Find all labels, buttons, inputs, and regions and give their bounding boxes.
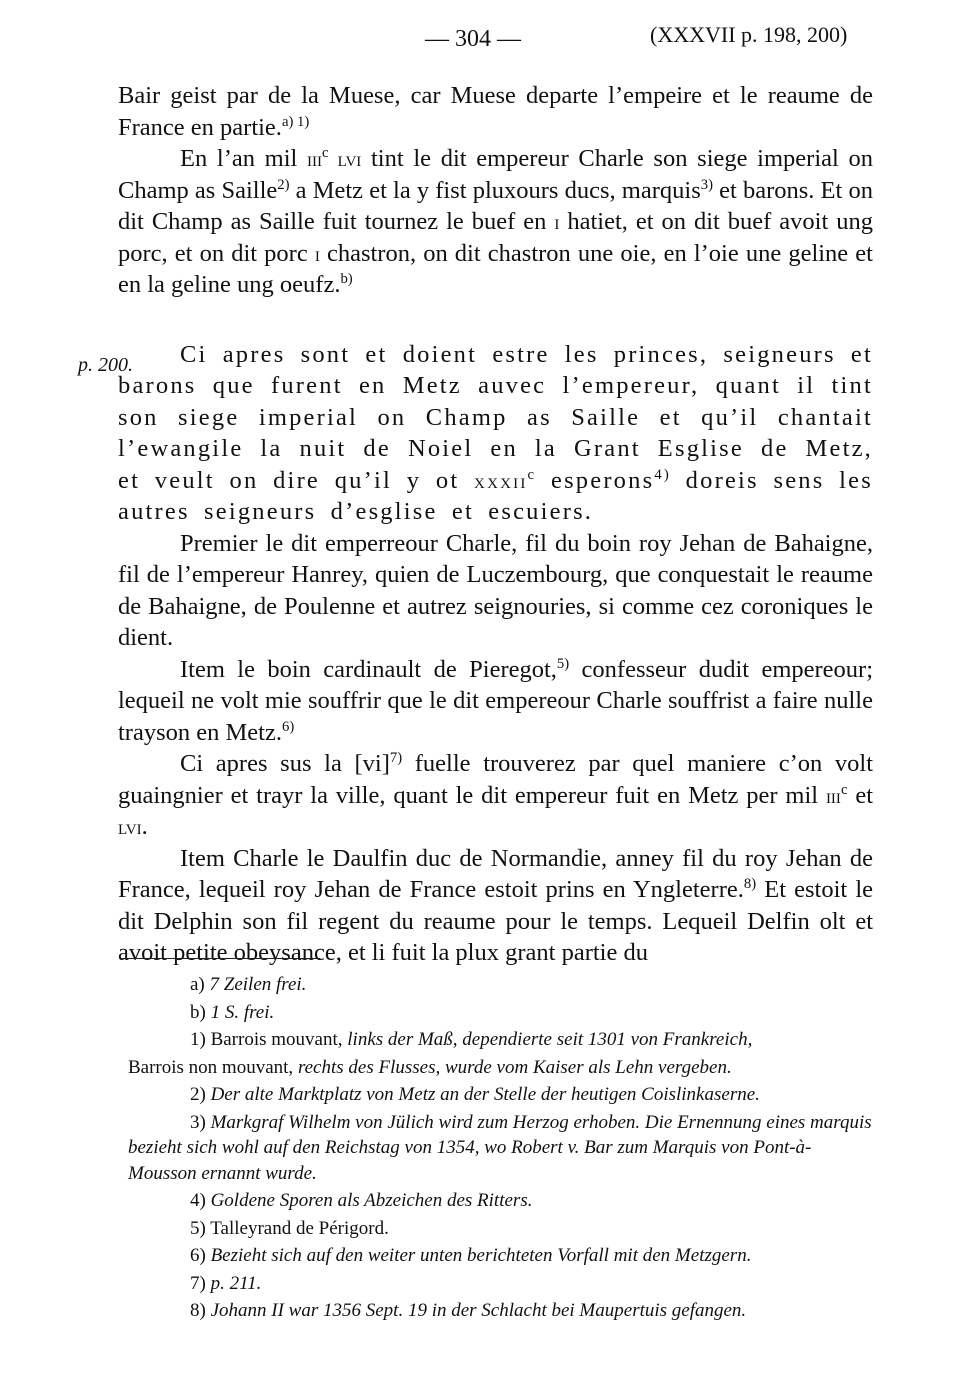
footnote-8: 8) Johann II war 1356 Sept. 19 in der Schlacht bei Maupertuis gefangen. <box>190 1300 747 1321</box>
paragraph-5: Item le boin cardinault de Pieregot,$^{5)}$ confesseur dudit empereour; lequeil ne volt mie souffrir que le dit empereour Charle souffrist a faire nulle trayson en Metz.$^{6)}$ <box>118 655 874 746</box>
roman-numeral: iii <box>307 146 323 171</box>
footnote-1: 1) Barrois mouvant, links der Maß, dependierte seit 1301 von Frankreich, <box>190 1029 753 1050</box>
paragraph-7: Item Charle le Daulfin duc de Normandie, anney fil du roy Jehan de France, lequeil roy Jehan de France estoit prins en Yngleterre.$^{8)}$ Et estoit le dit Delphin son fil regent du reaume pour le temps. Lequeil Delfin olt et avoit petite obeysance, et li fuit la plux grant partie du <box>118 844 873 966</box>
note-ref: 8) <box>743 875 757 892</box>
note-ref: 7) <box>389 749 403 766</box>
footnote-2: 2) Der alte Marktplatz von Metz an der Stelle der heutigen Coislinkaserne. <box>190 1084 760 1105</box>
paragraph-6: Ci apres sus la [vi]$^{7)}$ fuelle trouverez par quel maniere c’on volt guaingnier et trayr la ville, quant le dit empereur fuit en Metz per mil iii$^c$ et lvi. <box>118 749 874 840</box>
note-ref: a) 1) <box>281 113 310 130</box>
roman-numeral: i <box>554 209 560 234</box>
roman-numeral: i <box>314 240 320 266</box>
margin-page-note: p. 200. <box>78 354 133 376</box>
footnote-a: a) 7 Zeilen frei. <box>190 974 307 995</box>
note-ref: 4) <box>654 466 671 483</box>
note-ref: b) <box>340 270 353 287</box>
note-ref: 3) <box>700 176 713 193</box>
section-gap <box>118 301 873 339</box>
footnotes <box>128 972 876 1326</box>
footnote-b: b) 1 S. frei. <box>190 1001 275 1023</box>
note-ref: 6) <box>281 718 295 735</box>
paragraph-3: Ci apres sont et doient estre les princes, seigneurs et barons que furent en Metz auvec l’empereur, quant il tint son siege imperial on Champ as Saille et qu’il chantait l’ewangile la nuit de Noiel en la Grant Esglise de Metz, et veult on dire qu’il y ot xxxii$^c$ esperons$^{4)}$ doreis sens les autres seigneurs d’esglise et escuiers. <box>118 340 873 525</box>
footnote-rule <box>120 958 320 959</box>
footnote-3: 3) Markgraf Wilhelm von Jülich wird zum Herzog erhoben. Die Ernennung eines marquis bezieht sich wohl auf den Reichstag von 1354, wo Robert v. Bar zum Marquis von Pont-à-Mousson ernannt wurde. <box>128 1111 872 1184</box>
roman-numeral: xxxii <box>474 467 528 493</box>
roman-numeral: iii <box>825 782 841 808</box>
paragraph-1: Bair geist par de la Muese, car Muese departe l’empeire et le reaume de France en partie.$^{a) 1)}$ <box>118 82 873 141</box>
roman-numeral: lvi <box>118 814 142 839</box>
main-text <box>118 80 873 969</box>
source-reference: (XXXVII p. 198, 200) <box>650 22 848 47</box>
footnote-7: 7) p. 211. <box>190 1272 262 1294</box>
footnote-5: 5) Talleyrand de Périgord. <box>190 1217 389 1239</box>
paragraph-4: Premier le dit emperreour Charle, fil du boin roy Jehan de Bahaigne, fil de l’empereur Hanrey, quien de Luczembourg, que conquestait le reaume de Bahaigne, de Poulenne et autrez seignouries, si comme cez coroniques le dient. <box>118 529 873 651</box>
note-ref: 5) <box>556 655 570 672</box>
note-ref: 2) <box>277 176 290 193</box>
roman-numeral: lvi <box>328 146 362 171</box>
footnote-1-cont: Barrois non mouvant, rechts des Flusses, wurde vom Kaiser als Lehn vergeben. <box>128 1056 732 1078</box>
paragraph-2: En l’an mil iii$^c$ lvi tint le dit empereur Charle son siege imperial on Champ as Saille$^{2)}$ a Metz et la y fist pluxours ducs, marquis$^{3)}$ et barons. Et on dit Champ as Saille fuit tournez le buef en i hatiet, et on dit buef avoit ung porc, et on dit porc i chastron, on dit chastron une oie, en l’oie une geline et en la geline ung oeufz.$^{b)}$ <box>118 144 874 298</box>
footnote-6: 6) Bezieht sich auf den weiter unten berichteten Vorfall mit den Metzgern. <box>190 1245 752 1266</box>
page-number: — 304 — <box>425 26 521 52</box>
page-header <box>0 22 960 62</box>
footnote-4: 4) Goldene Sporen als Abzeichen des Ritters. <box>190 1190 533 1211</box>
